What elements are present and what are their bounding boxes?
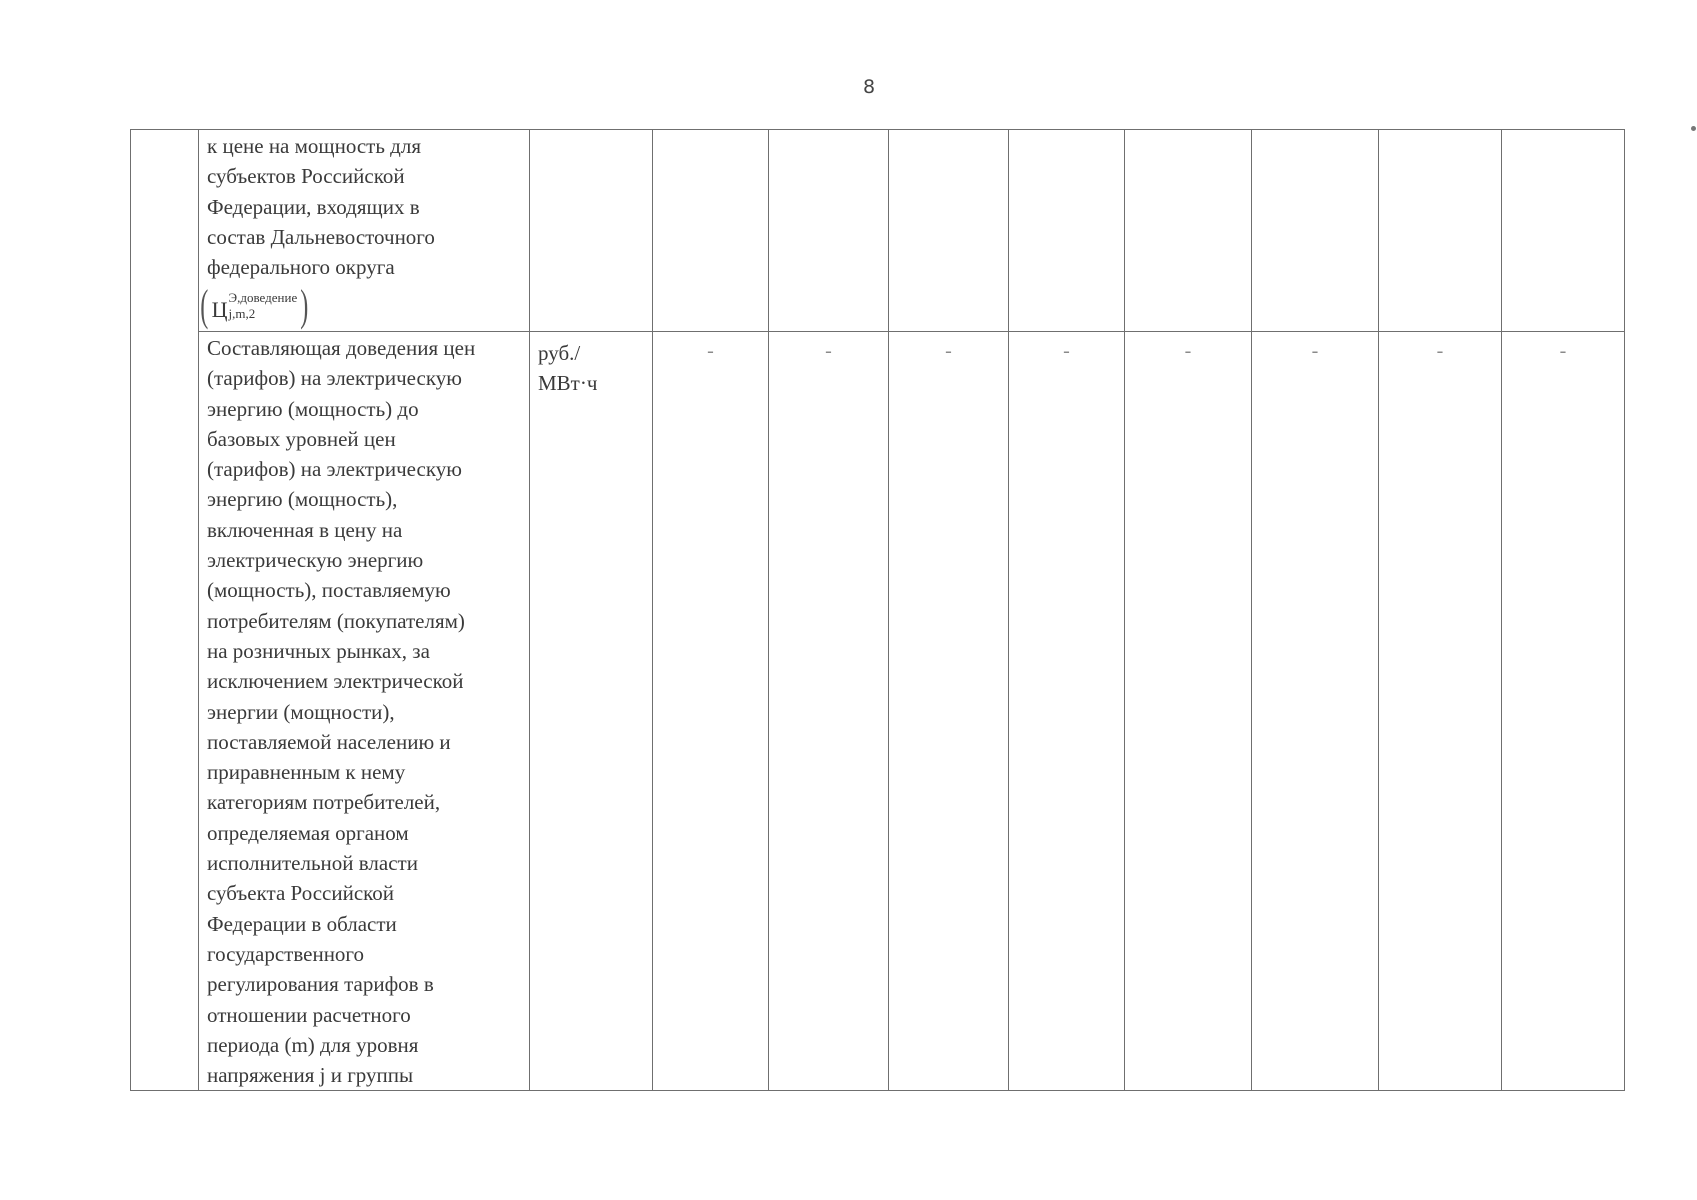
- value-cell: [769, 130, 889, 332]
- description-cell: [199, 130, 530, 332]
- price-formula: [197, 281, 312, 331]
- row-number-cell: [131, 130, 199, 1091]
- value-cell: [1502, 332, 1625, 1091]
- value-cell: [1252, 332, 1379, 1091]
- value-cell: [1009, 332, 1125, 1091]
- row-description: к цене на мощность для субъектов Российской Федерации, входящих в состав Дальневосточного федерального округа: [207, 134, 435, 280]
- value-dash: -: [1063, 340, 1070, 362]
- value-dash: -: [1559, 340, 1567, 362]
- tariff-table: [130, 129, 1625, 1091]
- page-number: 8: [862, 76, 876, 98]
- value-cell: [1252, 130, 1379, 332]
- value-cell: [653, 332, 769, 1091]
- value-cell: [1125, 130, 1252, 332]
- value-cell: [1009, 130, 1125, 332]
- value-cell: [889, 130, 1009, 332]
- description-cell: [199, 332, 530, 1091]
- value-cell: [1125, 332, 1252, 1091]
- value-dash: -: [1311, 340, 1319, 362]
- value-cell: [1379, 332, 1502, 1091]
- table-row: [131, 130, 1625, 332]
- unit-cell: [530, 130, 653, 332]
- value-dash: -: [945, 340, 952, 362]
- value-cell: [1379, 130, 1502, 332]
- value-cell: [1502, 130, 1625, 332]
- left-paren: (: [200, 281, 209, 331]
- unit-label: руб./ МВт·ч: [538, 341, 598, 396]
- right-paren: ): [300, 281, 309, 331]
- table-row: [131, 332, 1625, 1091]
- formula-subscript: j,m,2: [228, 306, 256, 322]
- value-dash: -: [825, 340, 832, 362]
- value-cell: [769, 332, 889, 1091]
- scan-artifact-dot: [1691, 126, 1696, 131]
- value-dash: -: [1436, 340, 1444, 362]
- row-description: Составляющая доведения цен (тарифов) на электрическую энергию (мощность) до базовых уровней цен (тарифов) на электрическую энергию (мощность), включенная в цену на электрическую энергию (мощность), поставляемую потребителям (покупателям) на розничных рынках, за исключением электрической энергии (мощности), поставляемой населению и приравненным к нему категориям потребителей, определяемая органом исполнительной власти субъекта Российской Федерации в области государственного регулирования тарифов в отношении расчетного периода (m) для уровня напряжения j и группы: [207, 336, 476, 1088]
- formula-base: Ц: [211, 297, 228, 323]
- unit-cell: [530, 332, 653, 1091]
- formula-superscript: Э,доведение: [228, 290, 298, 306]
- value-cell: [653, 130, 769, 332]
- value-cell: [889, 332, 1009, 1091]
- formula-symbol: [212, 291, 298, 321]
- value-dash: -: [1184, 340, 1192, 362]
- value-dash: -: [707, 340, 714, 362]
